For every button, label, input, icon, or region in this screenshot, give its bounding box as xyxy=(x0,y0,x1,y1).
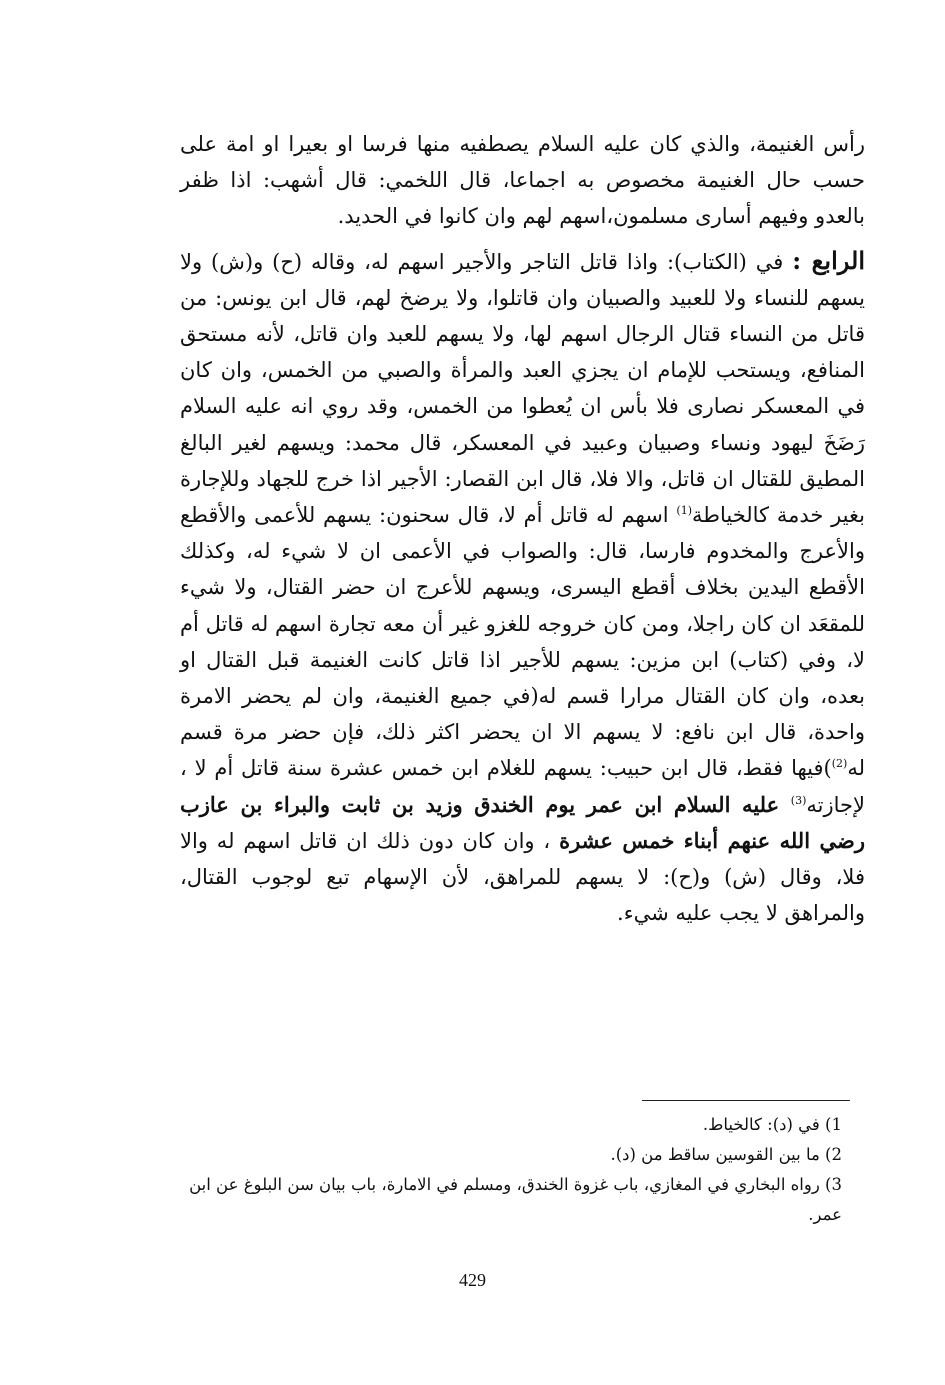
footnote-ref-3: (3) xyxy=(790,793,807,807)
page-number: 429 xyxy=(459,1270,486,1290)
paragraph-1-text: رأس الغنيمة، والذي كان عليه السلام يصطفيه منها فرسا او بعيرا او امة على حسب حال الغنيمة مخصوص به اجماعا، قال اللخمي: قال أشهب: اذا ظفر بالعدو وفيهم أسارى مسلمون،اسهم لهم وان كانوا في الحديد. xyxy=(180,132,865,229)
paragraph-2-part-1: في (الكتاب): واذا قاتل التاجر والأجير اسهم له، وقاله (ح) و(ش) ولا يسهم للنساء ولا للعبيد والصبيان وان قاتلوا، ولا يرضخ لهم، قال ابن يونس: من قاتل من النساء قتال الرجال اسهم لها، ولا يسهم للعبد وان قاتل، لأنه مستحق المنافع، ويستحب للإمام ان يجزي العبد والمرأة والصبي من الخمس، وان كان في المعسكر نصارى فلا بأس ان يُعطوا من الخمس، وقد روي انه عليه السلام رَضَخَ ليهود ونساء وصبيان وعبيد في المعسكر، قال محمد: ويسهم لغير البالغ المطيق للقتال ان قاتل، والا فلا، قال ابن القصار: الأجير اذا خرج للجهاد وللإجارة بغير خدمة كالخياطة xyxy=(180,249,865,528)
footnote-2: 2) ما بين القوسين ساقط من (د). xyxy=(610,1145,842,1164)
paragraph-2-part-4: ، وان كان دون ذلك ان قاتل اسهم له والا فلا، وقال (ش) و(ح): لا يسهم للمراهق، لأن الإسهام تبع لوجوب القتال، والمراهق لا يجب عليه شيء. xyxy=(180,828,865,926)
footnote-ref-1: (1) xyxy=(676,504,692,518)
footnote-1: 1) في (د): كالخياط. xyxy=(702,1115,842,1134)
main-text xyxy=(180,126,865,931)
paragraph-2 xyxy=(180,243,865,932)
footnote-separator xyxy=(642,1100,850,1101)
footnote-3: 3) رواه البخاري في المغازي، باب غزوة الخندق، ومسلم في الامارة، باب بيان سن البلوغ عن ابن عمر. xyxy=(189,1175,842,1224)
section-lead: الرابع : xyxy=(792,245,865,275)
paragraph-2-part-2: اسهم له قاتل أم لا، قال سحنون: يسهم للأعمى والأقطع والأعرج والمخدوم فارسا، قال: والصواب في الأعمى ان لا شيء له، وكذلك الأقطع اليدين بخلاف أقطع اليسرى، ويسهم للأعرج ان حضر القتال، ولا شيء للمقعَد ان كان راجلا، ومن كان خروجه للغزو غير أن معه تجارة اسهم له قاتل أم لا، وفي (كتاب) ابن مزين: يسهم للأجير اذا قاتل كانت الغنيمة قبل القتال او بعده، وان كان القتال مرارا قسم له(في جميع الغنيمة، وان لم يحضر الامرة واحدة، قال ابن نافع: لا يسهم الا ان يحضر اكثر ذلك، فإن حضر مرة قسم له xyxy=(180,503,866,781)
paragraph-1 xyxy=(180,126,865,235)
paragraph-2-bold-part: عليه السلام ابن عمر يوم الخندق وزيد بن ثابت والبراء بن عازب رضي الله عنهم أبناء خمس عشرة xyxy=(180,791,865,853)
footnotes xyxy=(180,1110,842,1230)
footnote-ref-2: (2) xyxy=(831,757,848,771)
paragraph-2-part-3: )فيها فقط، قال ابن حبيب: يسهم للغلام ابن خمس عشرة سنة قاتل أم لا ، لإجازته xyxy=(180,756,865,817)
